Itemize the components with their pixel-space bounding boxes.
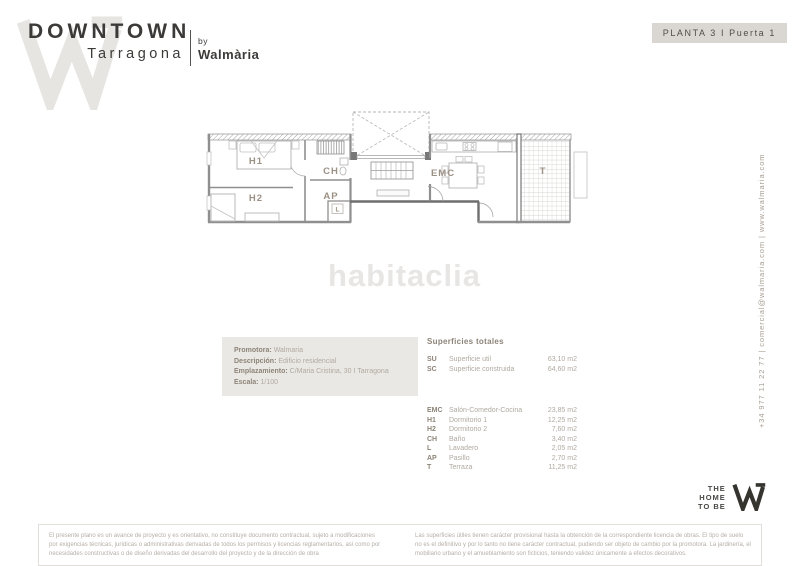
room-label-ap: AP [323, 191, 339, 202]
room-label-l: L [335, 206, 340, 214]
disclaimer-right: Las superficies útiles tienen carácter provisional hasta la obtención de la correspondiente licencia de obras. El tipo de suelo no es el definitivo y por lo tanto no tiene carácter contractual, pudiendo ser objeto de cambio por la promotora. La jardinería, el mobiliario urbano y el amueblamiento son ficticios, teniendo validez únicamente a efectos decorativos. [415, 533, 751, 557]
surfaces-totals [427, 337, 577, 375]
byline-by: by [198, 36, 208, 46]
legend-row-h1: H1 Dormitorio 1 12,25 m2 [427, 416, 577, 424]
disclaimer-left: El presente plano es un avance de proyecto y es orientativo, no constituye documento contractual, sujeto a modificaciones por exigencias técnicas, jurídicas o administrativas derivadas de todos los permisos y licencias reglamentarios, así como por necesidades constructivas o de diseño derivadas del desarrollo del proyecto y de la dirección de obra [49, 533, 381, 557]
footer-logo-text: THE HOME TO BE [698, 483, 726, 511]
info-row-emplazamiento: Emplazamiento: C/Maria Cristina, 30 I Tarragona [234, 368, 389, 375]
floor-plan [193, 100, 603, 335]
floor-plan-svg [193, 100, 603, 335]
legend-row-h2: H2 Dormitorio 2 7,60 m2 [427, 426, 577, 433]
surfaces-title: Superficies totales [427, 337, 504, 346]
contact-vertical-text: +34 977 11 22 77 | comercial@walmaria.com | www.walmaria.com [757, 153, 766, 428]
legend-row-ch: CH Baño 3,40 m2 [427, 435, 577, 443]
surface-row-sc: SC Superficie construida 64,60 m2 [427, 366, 577, 373]
disclaimer-box [38, 524, 762, 566]
brand-block [28, 20, 191, 62]
legend-row-t: T Terraza 11,25 m2 [427, 464, 577, 471]
room-label-h1: H1 [248, 156, 264, 167]
byline-studio: Walmària [198, 47, 260, 62]
legend-row-l: L Lavadero 2,05 m2 [427, 445, 577, 452]
plan-drawing [207, 112, 587, 223]
room-label-h2: H2 [248, 193, 264, 204]
legend-row-ap: AP Pasillo 2,70 m2 [427, 454, 577, 462]
room-label-ch: CH [323, 166, 339, 177]
legend-row-emc: EMC Salón-Comedor-Cocina 23,85 m2 [427, 407, 577, 414]
header-divider [190, 30, 191, 66]
project-info-box [222, 337, 418, 396]
habitaclia-watermark: habitaclia [328, 258, 481, 293]
byline-block [198, 36, 259, 62]
info-row-descripcion: Descripción: Edificio residencial [234, 357, 337, 365]
room-label-emc: EMC [430, 168, 456, 179]
surface-row-su: SU Superficie util 63,10 m2 [427, 356, 577, 363]
info-row-promotora: Promotora: Walmaria [234, 347, 303, 354]
room-legend [427, 406, 577, 473]
floor-badge: PLANTA 3 I Puerta 1 [652, 23, 787, 43]
footer-logo [698, 483, 766, 511]
brand-name: DOWNTOWN [28, 20, 191, 43]
info-row-escala: Escala: 1/100 [234, 378, 279, 386]
room-label-t: T [539, 166, 547, 177]
brand-city: Tarragona [87, 46, 184, 62]
walmaria-w-logo-icon [732, 483, 766, 511]
